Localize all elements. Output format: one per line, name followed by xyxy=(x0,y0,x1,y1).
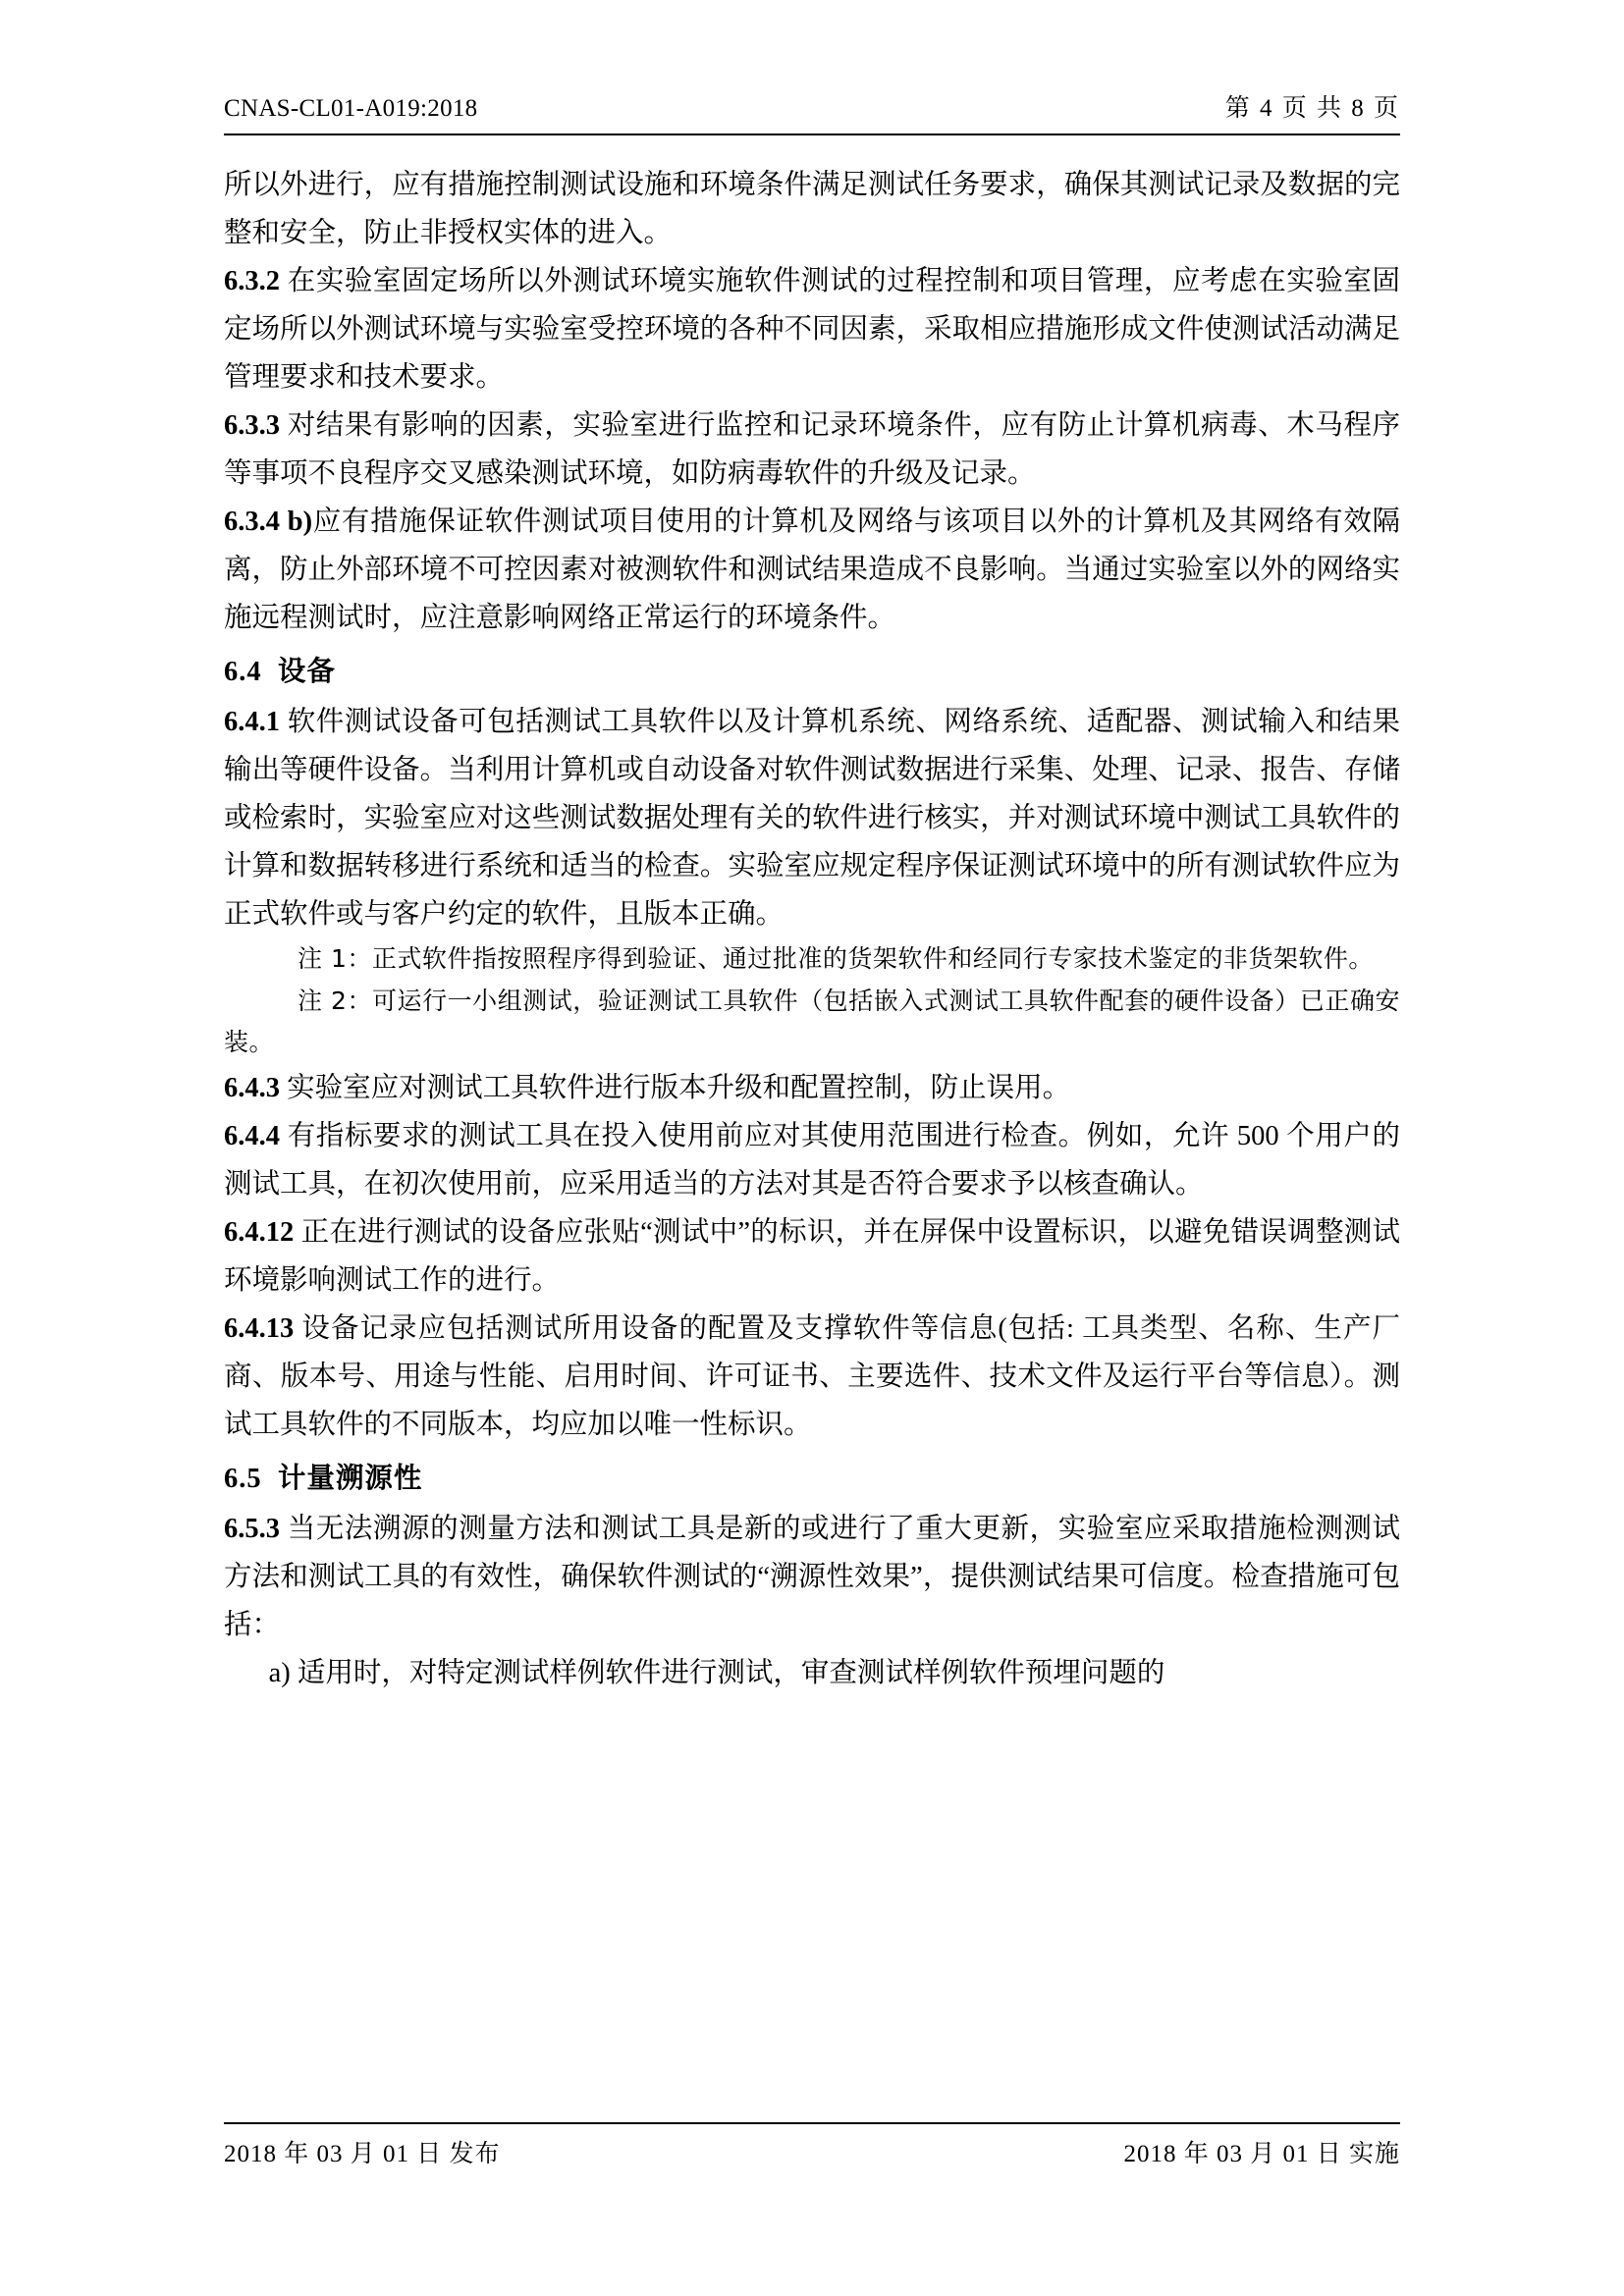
paragraph-text: 应有措施保证软件测试项目使用的计算机及网络与该项目以外的计算机及其网络有效隔离，防止外部环境不可控因素对被测软件和测试结果造成不良影响。当通过实验室以外的网络实施远程测试时，应注意影响网络正常运行的环境条件。 xyxy=(224,507,1400,634)
clause-number: 6.4.1 xyxy=(224,707,280,738)
footer-effective-date: 2018 年 03 月 01 日 实施 xyxy=(1123,2141,1400,2167)
paragraph-text: 对结果有影响的因素，实验室进行监控和记录环境条件，应有防止计算机病毒、木马程序等事项不良程序交叉感染测试环境，如防病毒软件的升级及记录。 xyxy=(224,410,1400,490)
clause-number: 6.5.3 xyxy=(224,1513,280,1544)
note-2: 注 2：可运行一小组测试，验证测试工具软件（包括嵌入式测试工具软件配套的硬件设备）已正确安装。 xyxy=(224,986,1400,1057)
clause-number: 6.3.2 xyxy=(224,266,280,297)
paragraph-6-3-3 xyxy=(224,401,1400,498)
clause-number: 6.4.4 xyxy=(224,1120,280,1151)
heading-text: 计量溯源性 xyxy=(277,1463,423,1494)
page-content xyxy=(224,94,1400,1697)
document-code: CNAS-CL01-A019:2018 xyxy=(224,95,478,122)
heading-number: 6.5 xyxy=(224,1463,262,1494)
heading-text: 设备 xyxy=(277,657,336,688)
clause-number: 6.3.3 xyxy=(224,410,280,442)
paragraph-text: 在实验室固定场所以外测试环境实施软件测试的过程控制和项目管理，应考虑在实验室固定场所以外测试环境与实验室受控环境的各种不同因素，采取相应措施形成文件使测试活动满足管理要求和技术要求。 xyxy=(224,266,1400,394)
clause-number: 6.3.4 b) xyxy=(224,507,313,538)
note-1: 注 1：正式软件指按照程序得到验证、通过批准的货架软件和经同行专家技术鉴定的非货架软件。 xyxy=(298,944,1374,974)
paragraph-text: 软件测试设备可包括测试工具软件以及计算机系统、网络系统、适配器、测试输入和结果输出等硬件设备。当利用计算机或自动设备对软件测试数据进行采集、处理、记录、报告、存储或检索时，实验室应对这些测试数据处理有关的软件进行核实，并对测试环境中测试工具软件的计算和数据转移进行系统和适当的检查。实验室应规定程序保证测试环境中的所有测试软件应为正式软件或与客户约定的软件，且版本正确。 xyxy=(224,707,1400,931)
paragraph-text: 设备记录应包括测试所用设备的配置及支撑软件等信息(包括: 工具类型、名称、生产厂商、版本号、用途与性能、启用时间、许可证书、主要选件、技术文件及运行平台等信息）。测试工具软件的不同版本，均应加以唯一性标识。 xyxy=(224,1312,1400,1440)
clause-number: 6.4.12 xyxy=(224,1216,295,1248)
paragraph-text: 有指标要求的测试工具在投入使用前应对其使用范围进行检查。例如，允许 500 个用户的测试工具，在初次使用前，应采用适当的方法对其是否符合要求予以核查确认。 xyxy=(224,1120,1400,1200)
page-number-label: 第 4 页 共 8 页 xyxy=(1224,95,1400,122)
paragraph-6-4-12 xyxy=(224,1208,1400,1305)
clause-number: 6.4.13 xyxy=(224,1312,295,1344)
list-item-a: a) 适用时，对特定测试样例软件进行测试，审查测试样例软件预埋问题的 xyxy=(268,1657,1165,1688)
page-footer xyxy=(224,2122,1400,2169)
paragraph-6-3-2 xyxy=(224,257,1400,401)
heading-number: 6.4 xyxy=(224,657,262,688)
paragraph-6-4-4 xyxy=(224,1112,1400,1208)
paragraph-text: 当无法溯源的测量方法和测试工具是新的或进行了重大更新，实验室应采取措施检测测试方法和测试工具的有效性，确保软件测试的“溯源性效果”，提供测试结果可信度。检查措施可包括： xyxy=(224,1513,1400,1640)
paragraph-6-5-3 xyxy=(224,1505,1400,1649)
paragraph-6-4-3 xyxy=(224,1064,1400,1112)
clause-number: 6.4.3 xyxy=(224,1072,280,1103)
footer-issue-date: 2018 年 03 月 01 日 发布 xyxy=(224,2141,501,2167)
document-body xyxy=(224,161,1400,1697)
paragraph-6-4-1 xyxy=(224,698,1400,938)
paragraph-6-4-13 xyxy=(224,1305,1400,1449)
heading-6-4 xyxy=(224,648,1400,696)
paragraph-continuation xyxy=(224,161,1400,257)
paragraph-text: 所以外进行，应有措施控制测试设施和环境条件满足测试任务要求，确保其测试记录及数据的完整和安全，防止非授权实体的进入。 xyxy=(224,170,1400,249)
paragraph-text: 实验室应对测试工具软件进行版本升级和配置控制，防止误用。 xyxy=(287,1072,1071,1103)
paragraph-text: 正在进行测试的设备应张贴“测试中”的标识，并在屏保中设置标识，以避免错误调整测试环境影响测试工作的进行。 xyxy=(224,1216,1401,1296)
paragraph-6-3-4-b xyxy=(224,498,1400,642)
page-header xyxy=(224,94,1400,135)
heading-6-5 xyxy=(224,1455,1400,1503)
